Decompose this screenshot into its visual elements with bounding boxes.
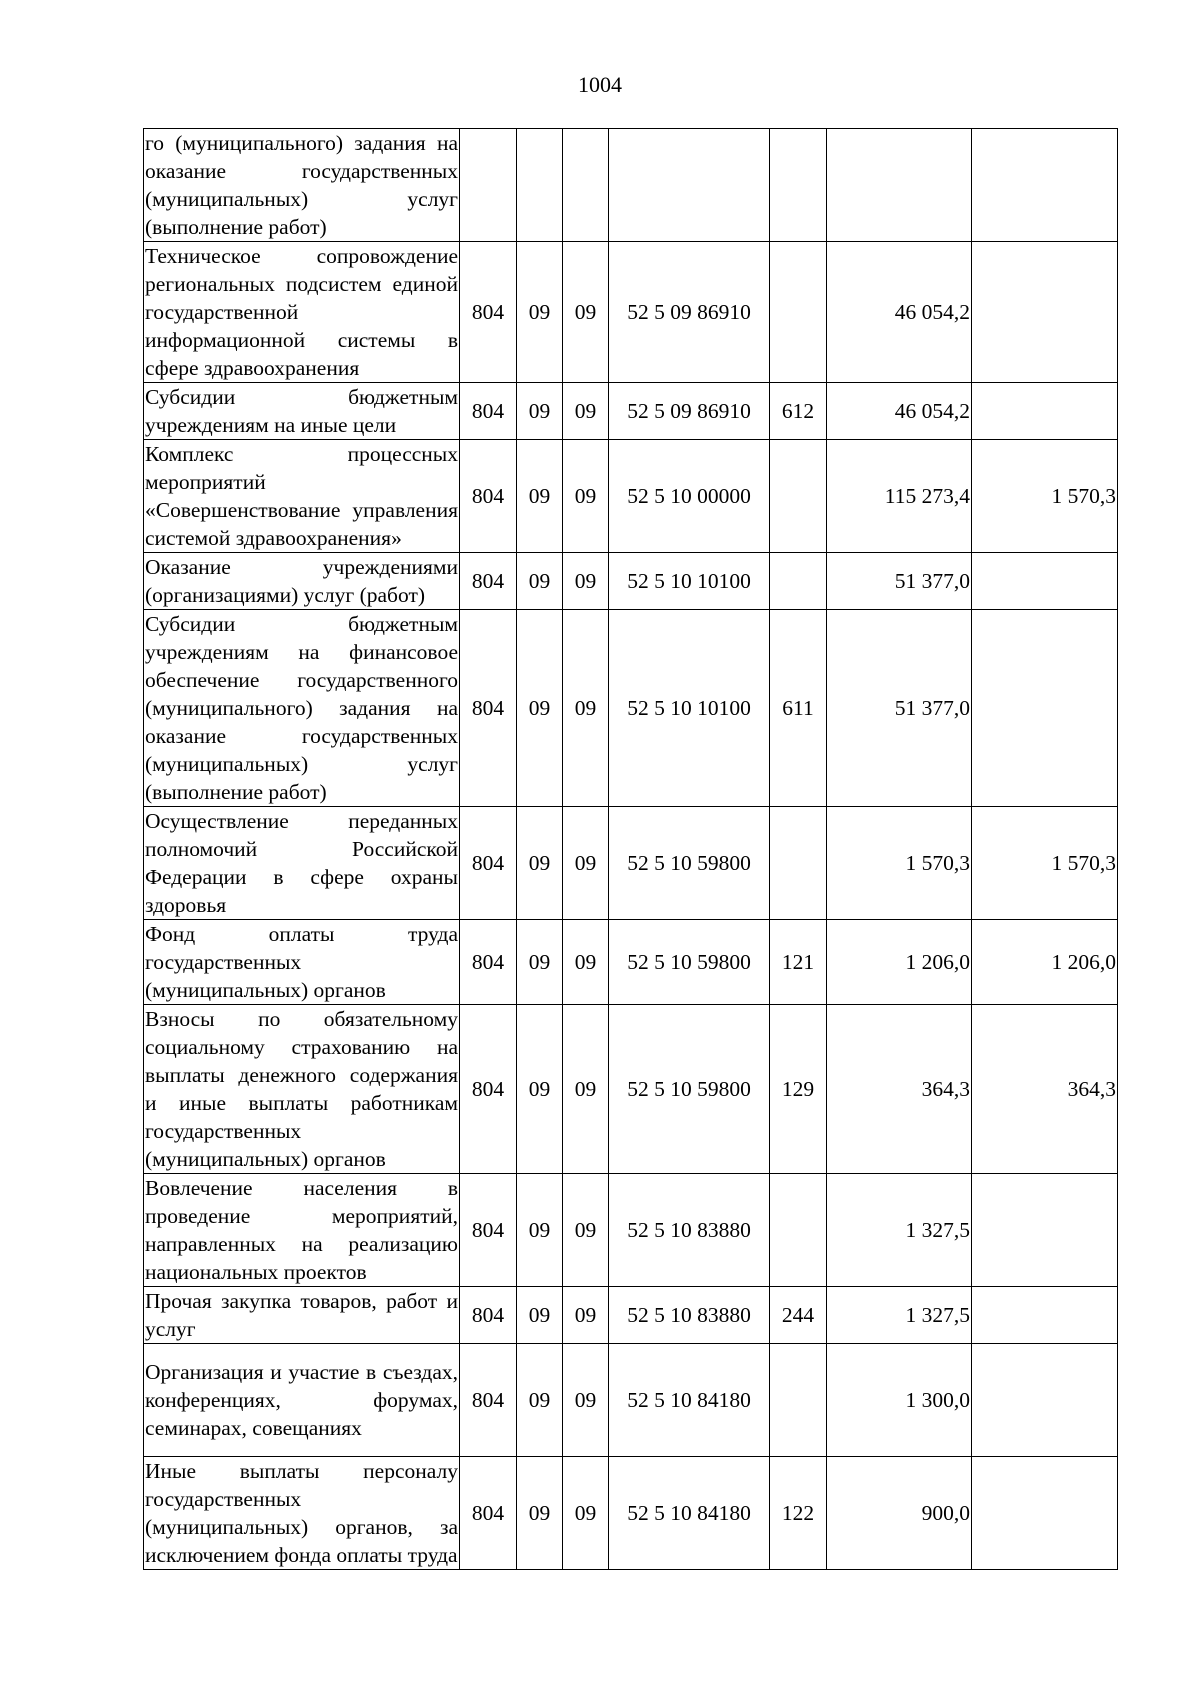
table-row (144, 807, 1118, 920)
row-vr: 122 (770, 1457, 827, 1570)
row-csr: 52 5 10 59800 (609, 920, 770, 1005)
budget-table (143, 128, 1118, 1570)
row-vr: 129 (770, 1005, 827, 1174)
row-vr (770, 553, 827, 610)
row-csr: 52 5 10 59800 (609, 807, 770, 920)
row-rz: 09 (517, 610, 563, 807)
row-sum2 (972, 242, 1118, 383)
row-pr: 09 (563, 610, 609, 807)
row-pr: 09 (563, 1174, 609, 1287)
row-ved: 804 (460, 1457, 517, 1570)
row-ved: 804 (460, 1174, 517, 1287)
row-vr (770, 1344, 827, 1457)
table-row (144, 1457, 1118, 1570)
row-csr: 52 5 10 83880 (609, 1287, 770, 1344)
table-row (144, 129, 1118, 242)
row-csr: 52 5 10 00000 (609, 440, 770, 553)
row-sum2 (972, 1457, 1118, 1570)
row-rz (517, 129, 563, 242)
row-csr: 52 5 10 83880 (609, 1174, 770, 1287)
row-vr (770, 807, 827, 920)
row-csr: 52 5 10 10100 (609, 553, 770, 610)
row-pr: 09 (563, 440, 609, 553)
row-vr (770, 129, 827, 242)
row-name: Фонд оплаты труда государственных (муниципальных) органов (144, 920, 460, 1005)
row-sum2 (972, 129, 1118, 242)
row-ved: 804 (460, 807, 517, 920)
row-vr: 244 (770, 1287, 827, 1344)
row-ved: 804 (460, 610, 517, 807)
table-row (144, 920, 1118, 1005)
row-rz: 09 (517, 553, 563, 610)
row-sum2 (972, 1287, 1118, 1344)
row-ved: 804 (460, 1344, 517, 1457)
row-sum2: 1 570,3 (972, 807, 1118, 920)
table-row (144, 553, 1118, 610)
row-rz: 09 (517, 1005, 563, 1174)
row-pr: 09 (563, 553, 609, 610)
row-name: Иные выплаты персоналу государственных (муниципальных) органов, за исключением фонда оплаты труда (144, 1457, 460, 1570)
row-sum2: 1 570,3 (972, 440, 1118, 553)
row-sum2 (972, 553, 1118, 610)
row-vr (770, 242, 827, 383)
row-ved (460, 129, 517, 242)
row-rz: 09 (517, 440, 563, 553)
row-rz: 09 (517, 1174, 563, 1287)
row-csr: 52 5 09 86910 (609, 242, 770, 383)
row-rz: 09 (517, 242, 563, 383)
row-name: Осуществление переданных полномочий Российской Федерации в сфере охраны здоровья (144, 807, 460, 920)
table-row (144, 242, 1118, 383)
table-row (144, 383, 1118, 440)
row-name: Организация и участие в съездах, конференциях, форумах, семинарах, совещаниях (144, 1344, 460, 1457)
row-sum1: 51 377,0 (827, 610, 972, 807)
row-sum1: 51 377,0 (827, 553, 972, 610)
row-name: Оказание учреждениями (организациями) услуг (работ) (144, 553, 460, 610)
row-pr (563, 129, 609, 242)
row-sum2: 1 206,0 (972, 920, 1118, 1005)
table-row (144, 1344, 1118, 1457)
table-row (144, 440, 1118, 553)
row-rz: 09 (517, 920, 563, 1005)
row-pr: 09 (563, 1287, 609, 1344)
row-rz: 09 (517, 383, 563, 440)
row-sum2 (972, 610, 1118, 807)
row-csr: 52 5 10 84180 (609, 1457, 770, 1570)
row-pr: 09 (563, 383, 609, 440)
row-ved: 804 (460, 242, 517, 383)
row-name: Комплекс процессных мероприятий «Совершенствование управления системой здравоохранения» (144, 440, 460, 553)
row-csr: 52 5 10 10100 (609, 610, 770, 807)
row-sum2: 364,3 (972, 1005, 1118, 1174)
row-ved: 804 (460, 553, 517, 610)
row-csr (609, 129, 770, 242)
row-csr: 52 5 10 59800 (609, 1005, 770, 1174)
row-pr: 09 (563, 242, 609, 383)
row-vr: 121 (770, 920, 827, 1005)
row-vr (770, 1174, 827, 1287)
row-sum1: 1 570,3 (827, 807, 972, 920)
row-sum1: 900,0 (827, 1457, 972, 1570)
row-sum1: 46 054,2 (827, 242, 972, 383)
row-sum1 (827, 129, 972, 242)
row-name: Вовлечение населения в проведение мероприятий, направленных на реализацию национальных проектов (144, 1174, 460, 1287)
row-name: Взносы по обязательному социальному страхованию на выплаты денежного содержания и иные выплаты работникам государственных (муниципальных) органов (144, 1005, 460, 1174)
row-ved: 804 (460, 920, 517, 1005)
row-rz: 09 (517, 1344, 563, 1457)
row-ved: 804 (460, 383, 517, 440)
row-vr: 612 (770, 383, 827, 440)
row-sum1: 364,3 (827, 1005, 972, 1174)
row-csr: 52 5 10 84180 (609, 1344, 770, 1457)
row-sum2 (972, 1174, 1118, 1287)
row-sum1: 1 300,0 (827, 1344, 972, 1457)
row-name: Прочая закупка товаров, работ и услуг (144, 1287, 460, 1344)
row-name: Субсидии бюджетным учреждениям на иные цели (144, 383, 460, 440)
row-ved: 804 (460, 440, 517, 553)
row-name: го (муниципального) задания на оказание государственных (муниципальных) услуг (выполнение работ) (144, 129, 460, 242)
row-sum1: 1 327,5 (827, 1174, 972, 1287)
row-vr (770, 440, 827, 553)
row-ved: 804 (460, 1287, 517, 1344)
table-row (144, 1174, 1118, 1287)
table-row (144, 1005, 1118, 1174)
row-name: Техническое сопровождение региональных подсистем единой государственной информационной системы в сфере здравоохранения (144, 242, 460, 383)
row-sum2 (972, 1344, 1118, 1457)
row-name: Субсидии бюджетным учреждениям на финансовое обеспечение государственного (муниципального) задания на оказание государственных (муниципальных) услуг (выполнение работ) (144, 610, 460, 807)
row-pr: 09 (563, 1344, 609, 1457)
row-csr: 52 5 09 86910 (609, 383, 770, 440)
row-rz: 09 (517, 1287, 563, 1344)
row-sum1: 1 327,5 (827, 1287, 972, 1344)
table-row (144, 610, 1118, 807)
row-pr: 09 (563, 807, 609, 920)
row-rz: 09 (517, 1457, 563, 1570)
row-vr: 611 (770, 610, 827, 807)
row-pr: 09 (563, 1005, 609, 1174)
row-ved: 804 (460, 1005, 517, 1174)
row-sum1: 1 206,0 (827, 920, 972, 1005)
row-sum1: 115 273,4 (827, 440, 972, 553)
page-number: 1004 (578, 72, 622, 97)
row-sum1: 46 054,2 (827, 383, 972, 440)
row-pr: 09 (563, 1457, 609, 1570)
table-row (144, 1287, 1118, 1344)
row-pr: 09 (563, 920, 609, 1005)
row-rz: 09 (517, 807, 563, 920)
row-sum2 (972, 383, 1118, 440)
